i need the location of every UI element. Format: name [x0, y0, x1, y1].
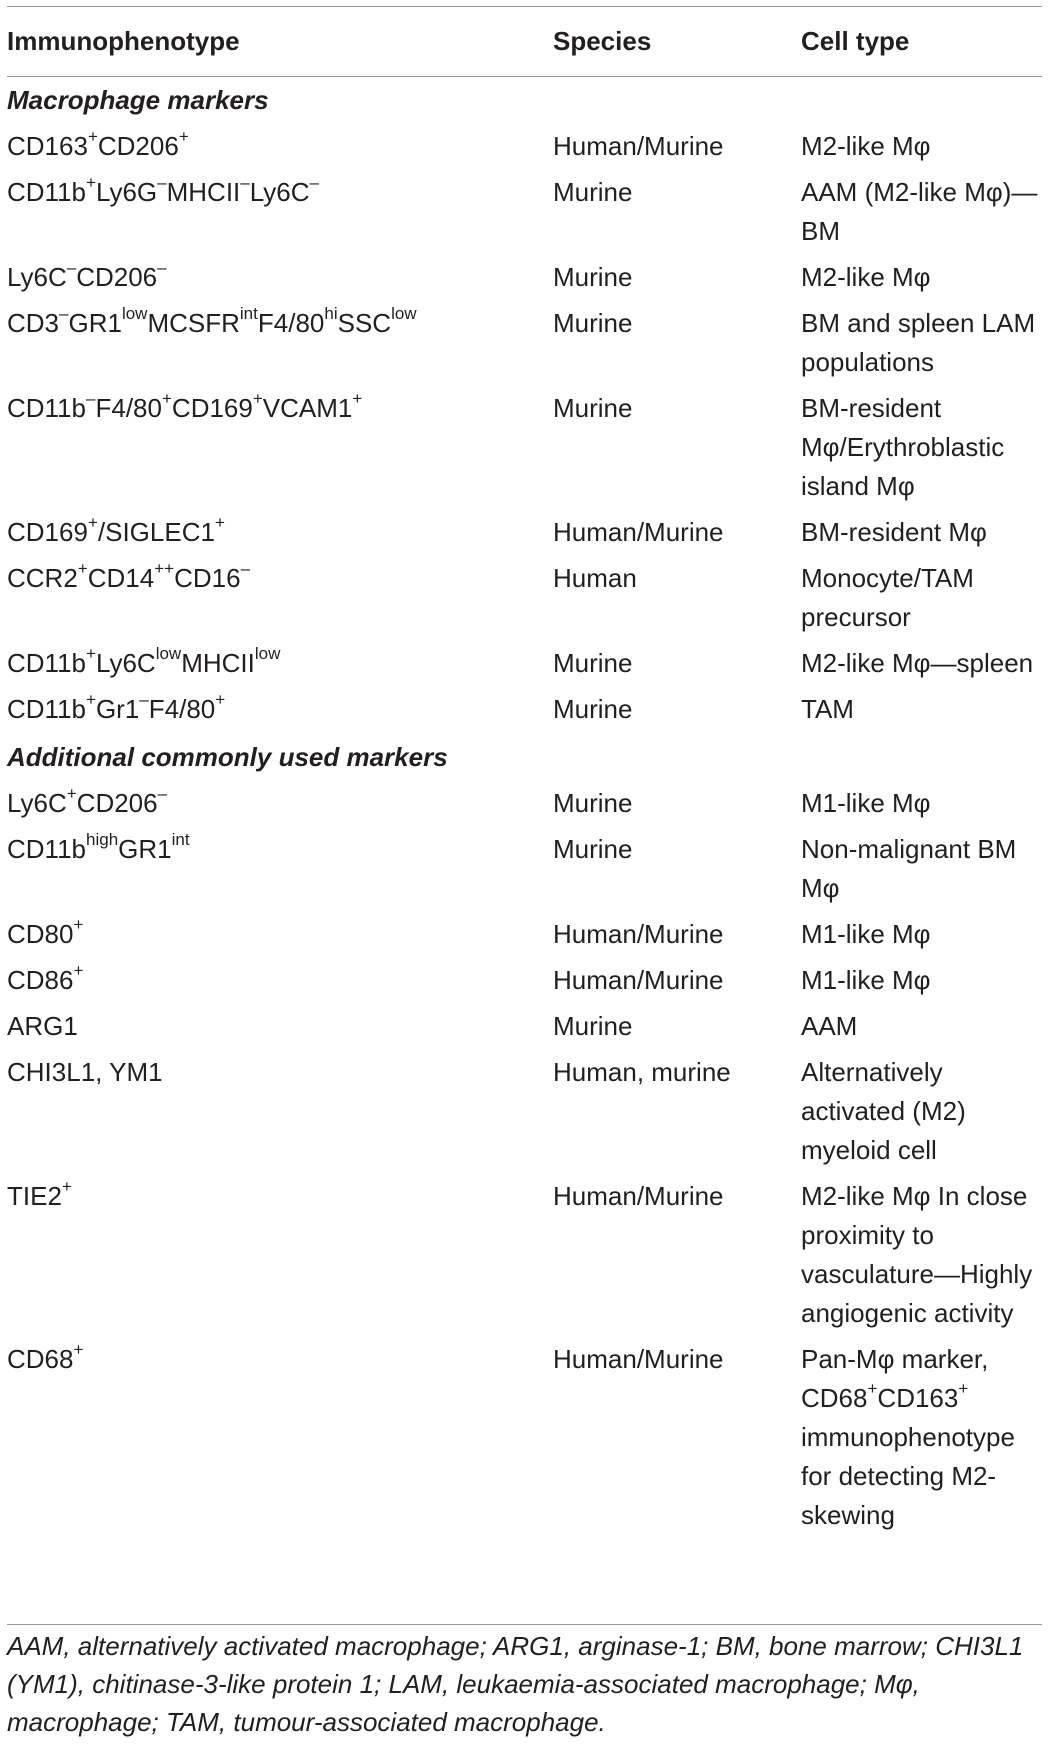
- cell-cell-type: Non-malignant BM Mφ: [801, 834, 1017, 903]
- cell-species: Murine: [553, 834, 633, 864]
- cell-immunophenotype: CD68+: [7, 1340, 84, 1374]
- cell-immunophenotype: CD11b+Ly6G–MHCII–Ly6C–: [7, 173, 319, 207]
- table-row: [7, 509, 1042, 555]
- superscript: –: [157, 784, 168, 804]
- cell-cell-type: M2-like Mφ: [801, 262, 931, 292]
- superscript: +: [77, 559, 88, 579]
- superscript: +: [215, 690, 226, 710]
- header-row: [7, 6, 1042, 75]
- cell-immunophenotype: CD80+: [7, 915, 84, 949]
- table-row: [7, 1336, 1042, 1538]
- table-row: [7, 957, 1042, 1003]
- cell-cell-type: Pan-Mφ marker, CD68+CD163+ immunophenotype for detecting M2-skewing: [801, 1344, 1015, 1530]
- cell-species: Human/Murine: [553, 517, 724, 547]
- cell-immunophenotype: Ly6C–CD206–: [7, 258, 167, 292]
- cell-species: Human/Murine: [553, 919, 724, 949]
- superscript: –: [240, 173, 250, 193]
- table-row: [7, 640, 1042, 686]
- cell-cell-type: BM and spleen LAM populations: [801, 308, 1036, 377]
- header-cell-type: Cell type: [801, 26, 910, 56]
- cell-species: Human/Murine: [553, 1181, 724, 1211]
- cell-species: Murine: [553, 788, 633, 818]
- superscript: low: [155, 644, 182, 664]
- cell-immunophenotype: $CD11b^+Ly6C^{low}MHCII^{low}$: [7, 644, 281, 678]
- superscript: +: [214, 513, 225, 533]
- table-footnote: AAM, alternatively activated macrophage; ARG1, arginase-1; BM, bone marrow; CHI3L1 (YM1), chitinase-3-like protein 1; LAM, leukaemia-associated macrophage; Mφ, macrophage; TAM, tumour-associated macrophage.: [7, 1631, 1024, 1737]
- superscript: +: [73, 961, 84, 981]
- superscript: low: [391, 304, 417, 324]
- superscript: low: [254, 644, 281, 664]
- section-title: Additional commonly used markers: [7, 742, 448, 772]
- superscript: +: [867, 1379, 878, 1399]
- cell-species: Murine: [553, 393, 633, 423]
- cell-species: Murine: [553, 177, 633, 207]
- section-heading-row: [7, 75, 1042, 123]
- cell-species: Murine: [553, 1011, 633, 1041]
- table-row: [7, 254, 1042, 300]
- table-row: [7, 300, 1042, 385]
- cell-immunophenotype: CD11b+Gr1–F4/80+: [7, 690, 226, 724]
- superscript: high: [86, 830, 119, 850]
- table-row: [7, 123, 1042, 169]
- cell-cell-type: Alternatively activated (M2) myeloid cell: [801, 1057, 966, 1165]
- cell-species: Human: [553, 563, 637, 593]
- cell-cell-type: M1-like Mφ: [801, 965, 931, 995]
- superscript: +: [178, 127, 189, 147]
- superscript: +: [161, 389, 172, 409]
- superscript: +: [86, 644, 96, 664]
- superscript: +: [86, 690, 96, 710]
- superscript: +: [61, 1177, 72, 1197]
- superscript: +: [87, 513, 98, 533]
- cell-immunophenotype: Ly6C+CD206–: [7, 784, 168, 818]
- cell-species: Human/Murine: [553, 131, 724, 161]
- cell-immunophenotype: CCR2+CD14++CD16–: [7, 559, 251, 593]
- cell-immunophenotype: CD163+CD206+: [7, 127, 189, 161]
- superscript: +: [66, 784, 77, 804]
- cell-species: Human/Murine: [553, 1344, 724, 1374]
- cell-cell-type: M2-like Mφ—spleen: [801, 648, 1034, 678]
- cell-cell-type: TAM: [801, 694, 854, 724]
- cell-species: Murine: [553, 648, 633, 678]
- table-row: [7, 1003, 1042, 1049]
- superscript: –: [59, 304, 69, 324]
- superscript: –: [157, 173, 167, 193]
- section-heading-row: [7, 732, 1042, 780]
- section-title: Macrophage markers: [7, 85, 269, 115]
- cell-immunophenotype: TIE2+: [7, 1177, 72, 1211]
- superscript: +: [252, 389, 263, 409]
- table-row: [7, 1173, 1042, 1336]
- cell-species: Murine: [553, 308, 633, 338]
- superscript: –: [240, 559, 251, 579]
- table-row: [7, 911, 1042, 957]
- cell-cell-type: M1-like Mφ: [801, 788, 931, 818]
- table-row: [7, 780, 1042, 826]
- superscript: +: [73, 1340, 84, 1360]
- superscript: +: [87, 127, 98, 147]
- header-species: Species: [553, 26, 652, 56]
- cell-cell-type: M2-like Mφ In close proximity to vasculature—Highly angiogenic activity: [801, 1181, 1033, 1328]
- superscript: int: [239, 304, 258, 324]
- superscript: ++: [154, 559, 175, 579]
- cell-cell-type: M1-like Mφ: [801, 919, 931, 949]
- cell-species: Murine: [553, 262, 633, 292]
- superscript: –: [309, 173, 319, 193]
- cell-immunophenotype: CD86+: [7, 961, 84, 995]
- cell-cell-type: M2-like Mφ: [801, 131, 931, 161]
- immunophenotype-table: [7, 6, 1042, 1538]
- superscript: +: [352, 389, 363, 409]
- cell-immunophenotype: CD11b–F4/80+CD169+VCAM1+: [7, 389, 363, 423]
- table-row: [7, 385, 1042, 509]
- cell-cell-type: Monocyte/TAM precursor: [801, 563, 974, 632]
- cell-cell-type: AAM: [801, 1011, 858, 1041]
- cell-cell-type: BM-resident Mφ/Erythroblastic island Mφ: [801, 393, 1005, 501]
- superscript: –: [66, 258, 77, 278]
- superscript: +: [73, 915, 84, 935]
- bottom-rule: [7, 1624, 1042, 1625]
- cell-species: Murine: [553, 694, 633, 724]
- table-row: [7, 555, 1042, 640]
- cell-immunophenotype: $CD11b^{high}GR1^{int}$: [7, 830, 190, 864]
- superscript: +: [86, 173, 96, 193]
- superscript: hi: [324, 304, 338, 324]
- superscript: –: [139, 690, 149, 710]
- cell-cell-type: AAM (M2-like Mφ)—BM: [801, 177, 1038, 246]
- superscript: low: [121, 304, 148, 324]
- superscript: int: [171, 830, 190, 850]
- cell-species: Human/Murine: [553, 965, 724, 995]
- superscript: –: [157, 258, 167, 278]
- superscript: –: [86, 389, 96, 409]
- header-immunophenotype: Immunophenotype: [7, 26, 240, 56]
- table-row: [7, 169, 1042, 254]
- table-body: [7, 75, 1042, 1538]
- table-row: [7, 1049, 1042, 1173]
- table-row: [7, 686, 1042, 732]
- cell-immunophenotype: CD169+/SIGLEC1+: [7, 513, 225, 547]
- cell-cell-type: BM-resident Mφ: [801, 517, 987, 547]
- cell-immunophenotype: CHI3L1, YM1: [7, 1057, 163, 1087]
- superscript: +: [958, 1379, 969, 1399]
- cell-species: Human, murine: [553, 1057, 731, 1087]
- table-row: [7, 826, 1042, 911]
- cell-immunophenotype: ARG1: [7, 1011, 78, 1041]
- cell-immunophenotype: $CD3^-GR1^{low}MCSFR^{int}F4/80^{hi}SSC^{low}$: [7, 304, 417, 338]
